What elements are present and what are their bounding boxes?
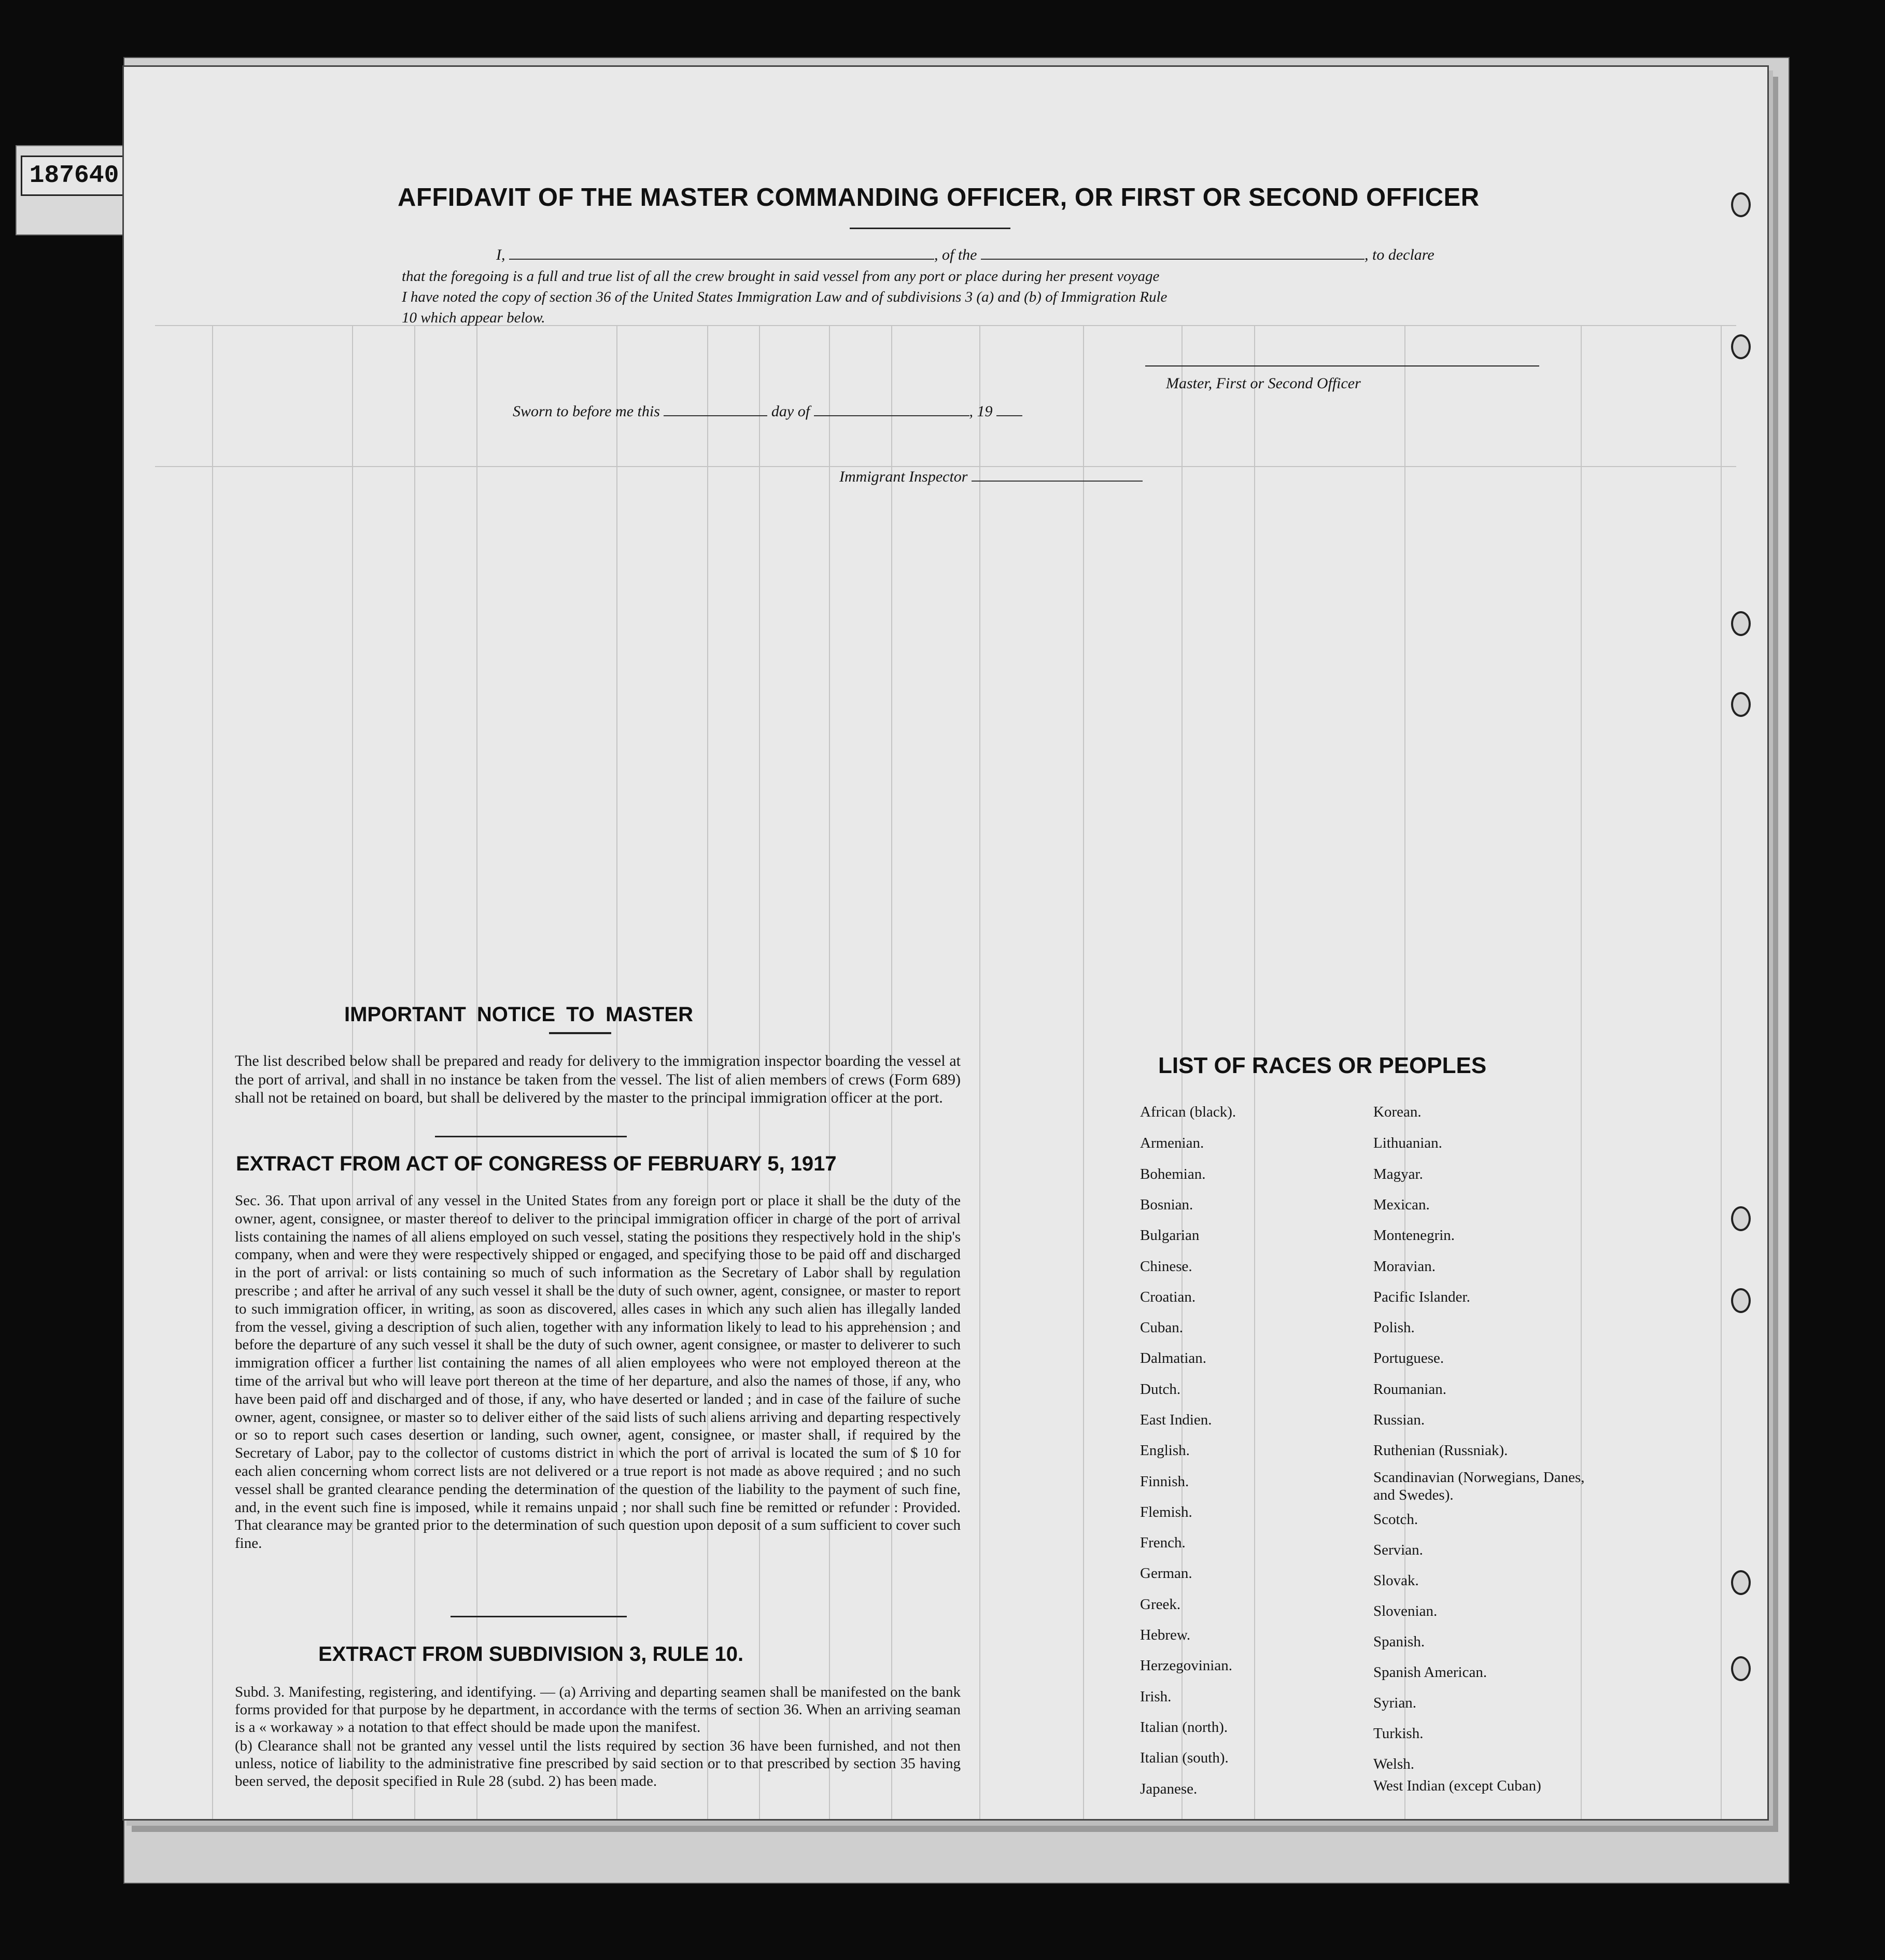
- affidavit-of-the-label: , of the: [934, 246, 977, 263]
- race-item: Dutch.: [1140, 1381, 1181, 1398]
- race-item: Korean.: [1373, 1104, 1422, 1120]
- punch-hole: [1731, 334, 1751, 359]
- race-item: Herzegovinian.: [1140, 1657, 1232, 1674]
- race-item: Cuban.: [1140, 1319, 1183, 1336]
- race-item: English.: [1140, 1442, 1190, 1459]
- race-item: Lithuanian.: [1373, 1135, 1442, 1151]
- affidavit-i-label: I,: [496, 246, 505, 263]
- punch-hole: [1731, 692, 1751, 717]
- race-item: Hebrew.: [1140, 1627, 1191, 1643]
- notice-divider: [435, 1136, 627, 1137]
- officer-signature-line[interactable]: [1145, 365, 1539, 366]
- race-item: Ruthenian (Russniak).: [1373, 1442, 1508, 1459]
- affidavit-title: AFFIDAVIT OF THE MASTER COMMANDING OFFICER, OR FIRST OR SECOND OFFICER: [398, 184, 1480, 211]
- inspector-label: Immigrant Inspector: [839, 468, 968, 485]
- sworn-year-field[interactable]: [996, 415, 1022, 416]
- race-item: Japanese.: [1140, 1781, 1198, 1797]
- vessel-name-field[interactable]: [981, 259, 1364, 260]
- year-prefix-label: , 19: [969, 403, 993, 420]
- race-item: Pacific Islander.: [1373, 1289, 1470, 1305]
- master-name-field[interactable]: [509, 259, 934, 260]
- punch-hole: [1731, 611, 1751, 636]
- rule-body-a: Subd. 3. Manifesting, registering, and identifying. — (a) Arriving and departing seamen shall be manifested on the bank forms provided for that purpose by he department, in accordance with the terms of section 36. When an arriving seaman is a « workaway » a notation to that effect should be made upon the manifest.: [235, 1684, 961, 1736]
- race-item: Croatian.: [1140, 1289, 1196, 1305]
- race-item: Roumanian.: [1373, 1381, 1446, 1398]
- race-item: Syrian.: [1373, 1695, 1416, 1711]
- notice-title-rule: [549, 1032, 611, 1034]
- punch-hole: [1731, 1288, 1751, 1313]
- race-item: Scandinavian (Norwegians, Danes, and Swedes).: [1373, 1469, 1585, 1503]
- race-item: Moravian.: [1373, 1258, 1436, 1275]
- affidavit-line4: 10 which appear below.: [402, 309, 545, 326]
- race-item: Russian.: [1373, 1412, 1425, 1428]
- affidavit-page: [122, 65, 1769, 1821]
- race-item: French.: [1140, 1534, 1186, 1551]
- race-item: Bosnian.: [1140, 1196, 1193, 1213]
- rule-body-b: (b) Clearance shall not be granted any vessel until the lists required by section 36 have been furnished, and not then unless, notice of liability to the administrative fine prescribed by said section or to that prescribed by section 35 having been served, the deposit specified in Rule 28 (subd. 2) has been made.: [235, 1738, 961, 1789]
- sworn-line: [513, 403, 1022, 420]
- race-item: German.: [1140, 1565, 1192, 1582]
- race-item: Montenegrin.: [1373, 1227, 1455, 1244]
- sworn-month-field[interactable]: [814, 415, 969, 416]
- affidavit-line1: [496, 246, 1434, 264]
- race-item: Polish.: [1373, 1319, 1415, 1336]
- race-item: Slovenian.: [1373, 1603, 1438, 1619]
- race-item: Bulgarian: [1140, 1227, 1200, 1244]
- race-item: Finnish.: [1140, 1473, 1189, 1490]
- race-item: West Indian (except Cuban): [1373, 1778, 1541, 1794]
- affidavit-line2: that the foregoing is a full and true list of all the crew brought in said vessel from any port or place during her present voyage: [402, 268, 1160, 285]
- notice-title: IMPORTANT NOTICE TO MASTER: [344, 1003, 693, 1026]
- race-item: Turkish.: [1373, 1725, 1424, 1742]
- punch-hole: [1731, 1656, 1751, 1681]
- rule-title: EXTRACT FROM SUBDIVISION 3, RULE 10.: [318, 1643, 744, 1666]
- race-item: Magyar.: [1373, 1166, 1423, 1182]
- title-rule: [850, 228, 1010, 229]
- race-item: Bohemian.: [1140, 1166, 1206, 1182]
- race-item: Armenian.: [1140, 1135, 1204, 1151]
- affidavit-to-declare-label: , to declare: [1364, 246, 1434, 263]
- race-item: Mexican.: [1373, 1196, 1430, 1213]
- act-body: Sec. 36. That upon arrival of any vessel in the United States from any foreign port or place it shall be the duty of the owner, agent, consignee, or master thereof to deliver to the principal immigration officer in charge of the port of arrival lists containing the names of all aliens employed on such vessel, stating the positions they respectively hold in the ship's company, when and were they were respectively shipped or engaged, and specifying those to be paid off and discharged in the port of arrival: or lists containing so much of such information as the Secretary of Labor shall by regulation prescribe ; and after he arrival of any such vessel it shall be the duty of such owner, agent, consignee, or master to report to such immigration officer, in writing, as soon as discovered, alles cases in which any such alien has illegally landed from the vessel, giving a description of such alien, together with any information likely to lead to his apprehension ; and before the departure of any such vessel it shall be the duty of such owner, agent consignee, or master to deliverer to such immigration officer a further list containing the names of all alien employees who were not employed thereon at the time of the arrival but who will leave port thereon at the time of her departure, and also the names of those, if any, who have been paid off and discharged and of those, if any, who have deserted or landed ; and in case of the failure of suche owner, agent, consignee, or master so to deliver either of the said lists of such aliens arriving and departing respectively or so to report such cases desertion or landing, such owner, agent, consignee, or master shall, if required by the Secretary of Labor, pay to the collector of customs district in which the port of arrival is located the sum of $ 10 for each alien concerning whom correct lists are not delivered or a true report is not made as above required ; and no such vessel shall be granted clearance pending the determination of the question of the liability to the payment of such fine, and, in the event such fine is imposed, while it remains unpaid ; nor shall such fine be remitted or refunder : Provided. That clearance may be granted prior to the determination of such question upon deposit of a sum sufficient to cover such fine.: [235, 1192, 961, 1552]
- race-item: Italian (south).: [1140, 1750, 1229, 1766]
- race-item: Scotch.: [1373, 1511, 1418, 1528]
- race-item: African (black).: [1140, 1104, 1236, 1120]
- race-item: Spanish.: [1373, 1633, 1425, 1650]
- race-item: Dalmatian.: [1140, 1350, 1207, 1366]
- punch-hole: [1731, 1206, 1751, 1231]
- race-item: Welsh.: [1373, 1756, 1415, 1772]
- races-title: LIST OF RACES OR PEOPLES: [1158, 1053, 1487, 1078]
- race-item: Spanish American.: [1373, 1664, 1487, 1681]
- day-of-label: day of: [771, 403, 810, 420]
- race-item: Chinese.: [1140, 1258, 1192, 1275]
- race-item: Portuguese.: [1373, 1350, 1444, 1366]
- inspector-signature-field[interactable]: [972, 481, 1143, 482]
- race-item: Greek.: [1140, 1596, 1181, 1613]
- race-item: Slovak.: [1373, 1572, 1419, 1589]
- notice-body: The list described below shall be prepared and ready for delivery to the immigration inspector boarding the vessel at the port of arrival, and shall in no instance be taken from the vessel. The list of alien members of crews (Form 689) shall not be retained on board, but shall be delivered by the master to the principal immigration officer at the port.: [235, 1052, 961, 1106]
- race-item: Italian (north).: [1140, 1719, 1228, 1736]
- race-item: Flemish.: [1140, 1504, 1192, 1520]
- affidavit-line3: I have noted the copy of section 36 of the United States Immigration Law and of subdivisions 3 (a) and (b) of Immigration Rule: [402, 289, 1167, 305]
- race-item: Irish.: [1140, 1688, 1172, 1705]
- act-divider: [451, 1616, 627, 1617]
- race-item: East Indien.: [1140, 1412, 1212, 1428]
- sworn-day-field[interactable]: [664, 415, 767, 416]
- document-stamp-number: 187640: [21, 156, 128, 196]
- act-title: EXTRACT FROM ACT OF CONGRESS OF FEBRUARY 5, 1917: [236, 1152, 837, 1175]
- sworn-label: Sworn to before me this: [513, 403, 660, 420]
- inspector-line: [839, 468, 1143, 486]
- punch-hole: [1731, 192, 1751, 217]
- punch-hole: [1731, 1570, 1751, 1595]
- race-item: Servian.: [1373, 1542, 1423, 1558]
- officer-caption: Master, First or Second Officer: [1166, 375, 1361, 392]
